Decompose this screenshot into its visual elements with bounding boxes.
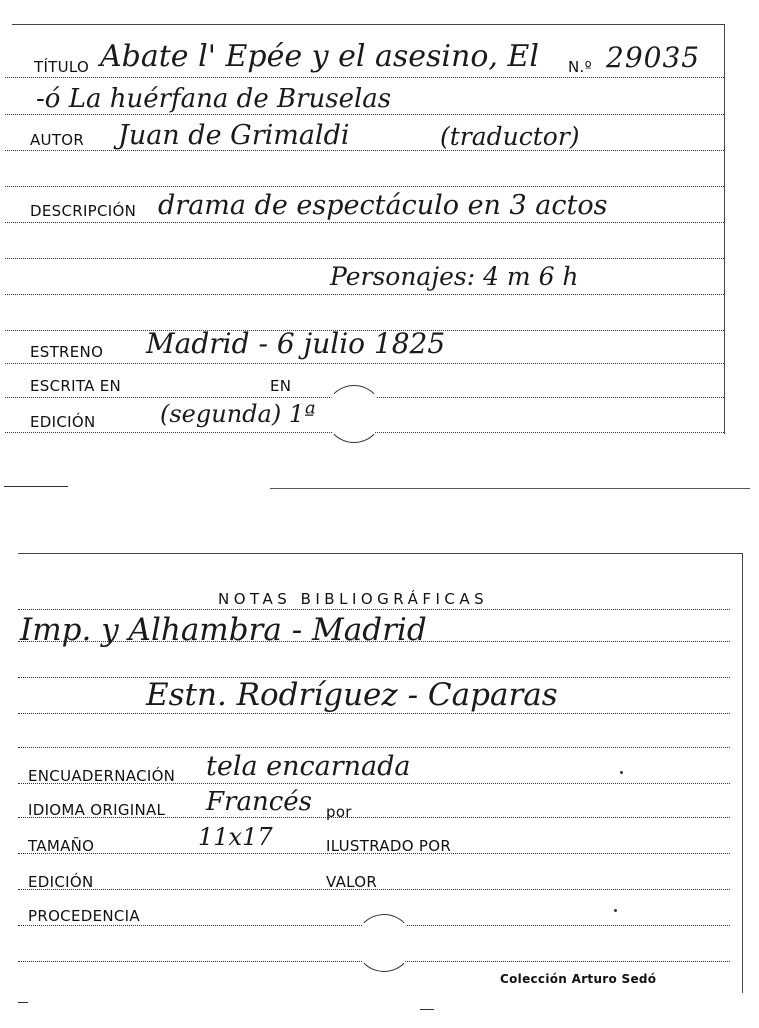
punch-hole-2 bbox=[356, 915, 412, 971]
label-titulo: TÍTULO bbox=[34, 58, 90, 76]
label-en: EN bbox=[270, 377, 292, 395]
rule-estreno bbox=[5, 363, 724, 364]
rule-notes-3 bbox=[18, 713, 730, 714]
label-procedencia: PROCEDENCIA bbox=[28, 907, 140, 925]
value-autor-note: (traductor) bbox=[440, 122, 580, 151]
rule-titulo-2 bbox=[5, 114, 724, 115]
value-titulo-line1: Abate l' Epée y el asesino, El bbox=[100, 39, 539, 74]
label-edicion-2: EDICIÓN bbox=[28, 873, 94, 891]
rule-notes-0 bbox=[18, 609, 730, 610]
rule-descripcion bbox=[5, 222, 724, 223]
rule-blank-1 bbox=[5, 186, 724, 187]
card2-right-border bbox=[742, 553, 743, 993]
rule-notes-4 bbox=[18, 747, 730, 748]
value-tamano: 11x17 bbox=[198, 823, 273, 851]
rule-autor bbox=[5, 150, 724, 151]
label-valor: VALOR bbox=[326, 873, 378, 891]
label-autor: AUTOR bbox=[30, 131, 85, 149]
value-notes-line1: Imp. y Alhambra - Madrid bbox=[20, 612, 427, 648]
value-autor: Juan de Grimaldi bbox=[118, 120, 350, 151]
notes-heading: NOTAS BIBLIOGRÁFICAS bbox=[218, 590, 489, 608]
stray-dot-2 bbox=[614, 909, 617, 912]
card-right-border bbox=[724, 24, 725, 434]
card2-top-border bbox=[18, 553, 742, 554]
value-numero: 29035 bbox=[606, 41, 701, 74]
label-escrita-en: ESCRITA EN bbox=[30, 377, 122, 395]
card-top-border bbox=[12, 24, 724, 25]
card-bottom-edge bbox=[270, 488, 750, 489]
collection-stamp: Colección Arturo Sedó bbox=[500, 972, 657, 986]
label-descripcion: DESCRIPCIÓN bbox=[30, 202, 137, 220]
edge-mark-bottom-left bbox=[18, 1002, 28, 1003]
rule-personajes bbox=[5, 294, 724, 295]
label-encuadernacion: ENCUADERNACIÓN bbox=[28, 767, 176, 785]
label-tamano: TAMAÑO bbox=[28, 837, 95, 855]
value-descripcion: drama de espectáculo en 3 actos bbox=[158, 190, 608, 221]
label-estreno: ESTRENO bbox=[30, 343, 104, 361]
label-ilustrado-por: ILUSTRADO POR bbox=[326, 837, 452, 855]
label-numero: N.º bbox=[568, 58, 592, 76]
value-edicion: (segunda) 1ª bbox=[160, 400, 316, 428]
value-idioma-original: Francés bbox=[206, 787, 313, 817]
stray-dot-1 bbox=[620, 771, 623, 774]
edge-mark-bottom-center bbox=[420, 1009, 434, 1010]
label-por: por bbox=[326, 803, 352, 821]
label-edicion: EDICIÓN bbox=[30, 413, 96, 431]
edge-mark-left bbox=[4, 486, 68, 487]
value-encuadernacion: tela encarnada bbox=[206, 751, 411, 782]
rule-titulo bbox=[5, 77, 724, 78]
rule-descripcion-2 bbox=[5, 258, 724, 259]
value-personajes: Personajes: 4 m 6 h bbox=[330, 262, 579, 291]
value-titulo-line2: -ó La huérfana de Bruselas bbox=[36, 84, 392, 114]
label-idioma-original: IDIOMA ORIGINAL bbox=[28, 801, 166, 819]
catalog-card-back bbox=[0, 545, 759, 1028]
value-notes-line2: Estn. Rodríguez - Caparas bbox=[146, 677, 558, 713]
catalog-card-front bbox=[0, 0, 759, 470]
value-estreno: Madrid - 6 julio 1825 bbox=[146, 327, 446, 360]
punch-hole bbox=[326, 386, 382, 442]
